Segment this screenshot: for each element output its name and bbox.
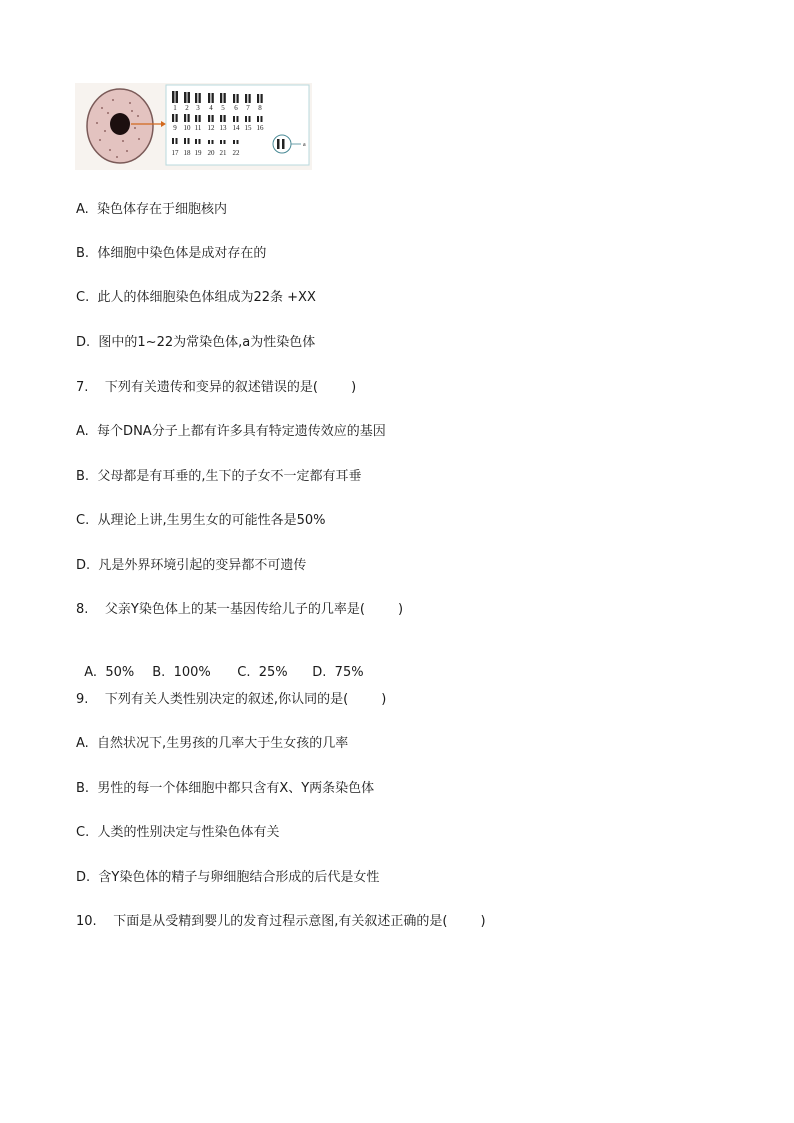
- chr-num: 16: [256, 124, 264, 132]
- chr-num: 2: [185, 104, 189, 112]
- chr-num: 22: [232, 149, 240, 157]
- q8-options-row: [76, 646, 364, 682]
- chr-num: 11: [194, 124, 202, 132]
- q9-option-c: C. 人类的性别决定与性染色体有关: [76, 825, 280, 840]
- q10-stem: 10. 下面是从受精到婴儿的发育过程示意图,有关叙述正确的是( ): [76, 914, 486, 929]
- chr-num: 8: [258, 104, 262, 112]
- q6-option-a: A. 染色体存在于细胞核内: [76, 202, 228, 217]
- chr-num: 3: [196, 104, 200, 112]
- chr-num: 18: [183, 149, 191, 157]
- chr-num: 17: [171, 149, 179, 157]
- chr-num: 5: [221, 104, 225, 112]
- chr-num: 4: [209, 104, 213, 112]
- q7-stem: 7. 下列有关遗传和变异的叙述错误的是( ): [76, 380, 357, 395]
- q7-option-d: D. 凡是外界环境引起的变异都不可遗传: [76, 558, 307, 573]
- q9-stem: 9. 下列有关人类性别决定的叙述,你认同的是( ): [76, 692, 387, 707]
- nucleus: [110, 113, 130, 135]
- chr-num: 7: [246, 104, 250, 112]
- q7-option-c: C. 从理论上讲,生男生女的可能性各是50%: [76, 513, 326, 528]
- chr-num: 1: [173, 104, 177, 112]
- q8-option-b: B. 100%: [152, 665, 211, 680]
- q6-option-d: D. 图中的1~22为常染色体,a为性染色体: [76, 335, 316, 350]
- q8-option-d: D. 75%: [312, 665, 364, 680]
- chr-num: 10: [183, 124, 191, 132]
- chr-num: 14: [232, 124, 240, 132]
- chr-num: 20: [207, 149, 215, 157]
- q6-option-b: B. 体细胞中染色体是成对存在的: [76, 246, 267, 261]
- chr-num: 13: [219, 124, 227, 132]
- karyotype-figure: [75, 83, 312, 170]
- q9-option-a: A. 自然状况下,生男孩的几率大于生女孩的几率: [76, 736, 349, 751]
- q8-option-c: C. 25%: [237, 665, 288, 680]
- chr-num: 9: [173, 124, 177, 132]
- chr-num: 12: [207, 124, 215, 132]
- chr-num: 6: [234, 104, 238, 112]
- q9-option-b: B. 男性的每一个体细胞中都只含有X、Y两条染色体: [76, 781, 375, 796]
- chr-num: 15: [244, 124, 252, 132]
- callout-label: a: [303, 142, 306, 148]
- q6-option-c: C. 此人的体细胞染色体组成为22条 +XX: [76, 290, 316, 305]
- q9-option-d: D. 含Y染色体的精子与卵细胞结合形成的后代是女性: [76, 870, 380, 885]
- chr-num: 19: [194, 149, 202, 157]
- q7-option-a: A. 每个DNA分子上都有许多具有特定遗传效应的基因: [76, 424, 386, 439]
- cell-illustration: [87, 89, 153, 163]
- q7-option-b: B. 父母都是有耳垂的,生下的子女不一定都有耳垂: [76, 469, 362, 484]
- sex-chromosome-x-2: [282, 139, 285, 149]
- chr-num: 21: [219, 149, 227, 157]
- q8-stem: 8. 父亲Y染色体上的某一基因传给儿子的几率是( ): [76, 602, 404, 617]
- q8-option-a: A. 50%: [84, 665, 135, 680]
- sex-chromosome-x-1: [277, 139, 280, 149]
